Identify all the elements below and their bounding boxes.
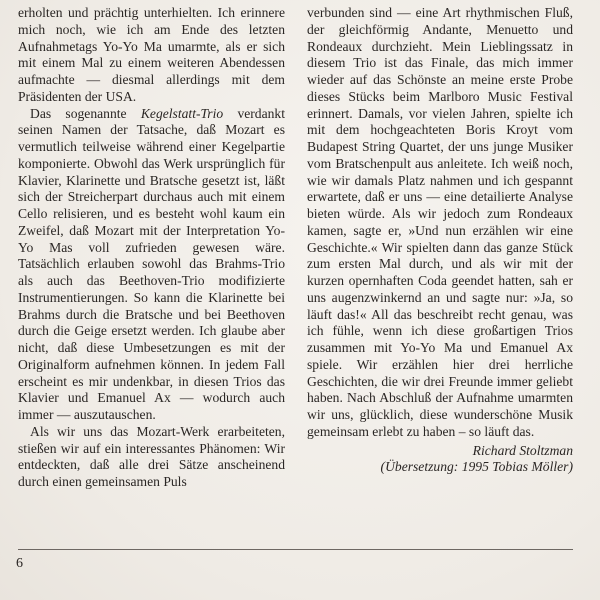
- page-number: 6: [16, 556, 23, 571]
- paragraph: [307, 5, 573, 441]
- paragraph-text: erholten und prächtig unterhielten. Ich erinnere mich noch, wie ich am Ende des letzten Aufnahmetags Yo-Yo Ma umarmte, als er sich mit einem Mal zu einem weiteren Abendessen aufmachte — diesmal allerdings mit dem Präsidenten der USA.: [18, 5, 285, 104]
- paragraph: [18, 424, 285, 491]
- paragraph-text: verbunden sind — eine Art rhythmischen Fluß, der gleichförmig Andante, Menuetto und Rondeaux durchzieht. Mein Lieblingssatz in diesem Trio ist das Finale, das mich immer wieder auf das Schönste an meine erste Probe dieses Stücks beim Marlboro Music Festival erinnert. Damals, vor vielen Jahren, spielte ich mit dem hochgeachteten Boris Kroyt vom Budapest String Quartet, der uns junge Musiker vom Bratschenpult aus anleitete. Ich weiß noch, wie wir damals Platz nahmen und ich gespannt erwartete, daß er uns — eine detailierte Analyse bieten würde. Als wir jedoch zum Rondeaux kamen, sagte er, »Und nun erzählen wir eine Geschichte.« Wir spielten dann das ganze Stück zum ersten Mal durch, und als wir mit der kurzen opernhaften Coda geendet hatten, sah er uns augenzwinkernd an und sagte nur: »Ja, so läuft das!« All das beschreibt recht genau, was ich fühle, wenn ich diese großartigen Trios zusammen mit Yo-Yo Ma und Emanuel Ax spiele. Wir erzählen hier drei herrliche Geschichten, die wir drei Freunde immer geliebt haben. Nach Abschluß der Aufnahme umarmten wir uns, glücklich, diese wunderschöne Musik gemeinsam erlebt zu haben – so läuft das.: [307, 5, 573, 439]
- paragraph-text: verdankt seinen Namen der Tatsache, daß Mozart es vermutlich teilweise während einer Kegelpartie komponierte. Obwohl das Werk ursprünglich für Klavier, Klarinette und Bratsche gesetzt ist, läßt sich der Streicherpart durchaus auch mit einem Cello relisieren, und es besteht wohl kaum ein Zweifel, daß Mozart mit der Interpretation Yo-Yo Mas voll zufrieden gewesen wäre. Tatsächlich erlauben sowohl das Brahms-Trio als auch das Beethoven-Trio modifizierte Instrumentierungen. So kann die Klarinette bei Brahms durch die Bratsche und bei Beethoven durch die Geige ersetzt werden. Ich glaube aber nicht, daß diese Umbesetzungen es mit der Originalform aufnehmen können. In jedem Fall erscheint es mir undenkbar, in diesen Trios das Klavier und Emanuel Ax — wodurch auch immer — auszutauschen.: [18, 105, 285, 422]
- paragraph: [18, 5, 285, 106]
- right-column: [307, 5, 573, 476]
- paragraph-text: Das sogenannte: [30, 105, 141, 121]
- paragraph-text: Als wir uns das Mozart-Werk erarbeiteten, stießen wir auf ein interessantes Phänomen: Wir entdeckten, daß alle drei Sätze anscheinend durch einen gemeinsamen Puls: [18, 423, 285, 489]
- paragraph: [18, 106, 285, 424]
- work-title: Kegelstatt-Trio: [140, 105, 224, 121]
- footer-rule: [18, 549, 573, 550]
- left-column: [18, 5, 285, 491]
- translation-credit: (Übersetzung: 1995 Tobias Möller): [380, 459, 573, 475]
- author-name: Richard Stoltzman: [472, 442, 573, 458]
- signature-block: [307, 443, 573, 477]
